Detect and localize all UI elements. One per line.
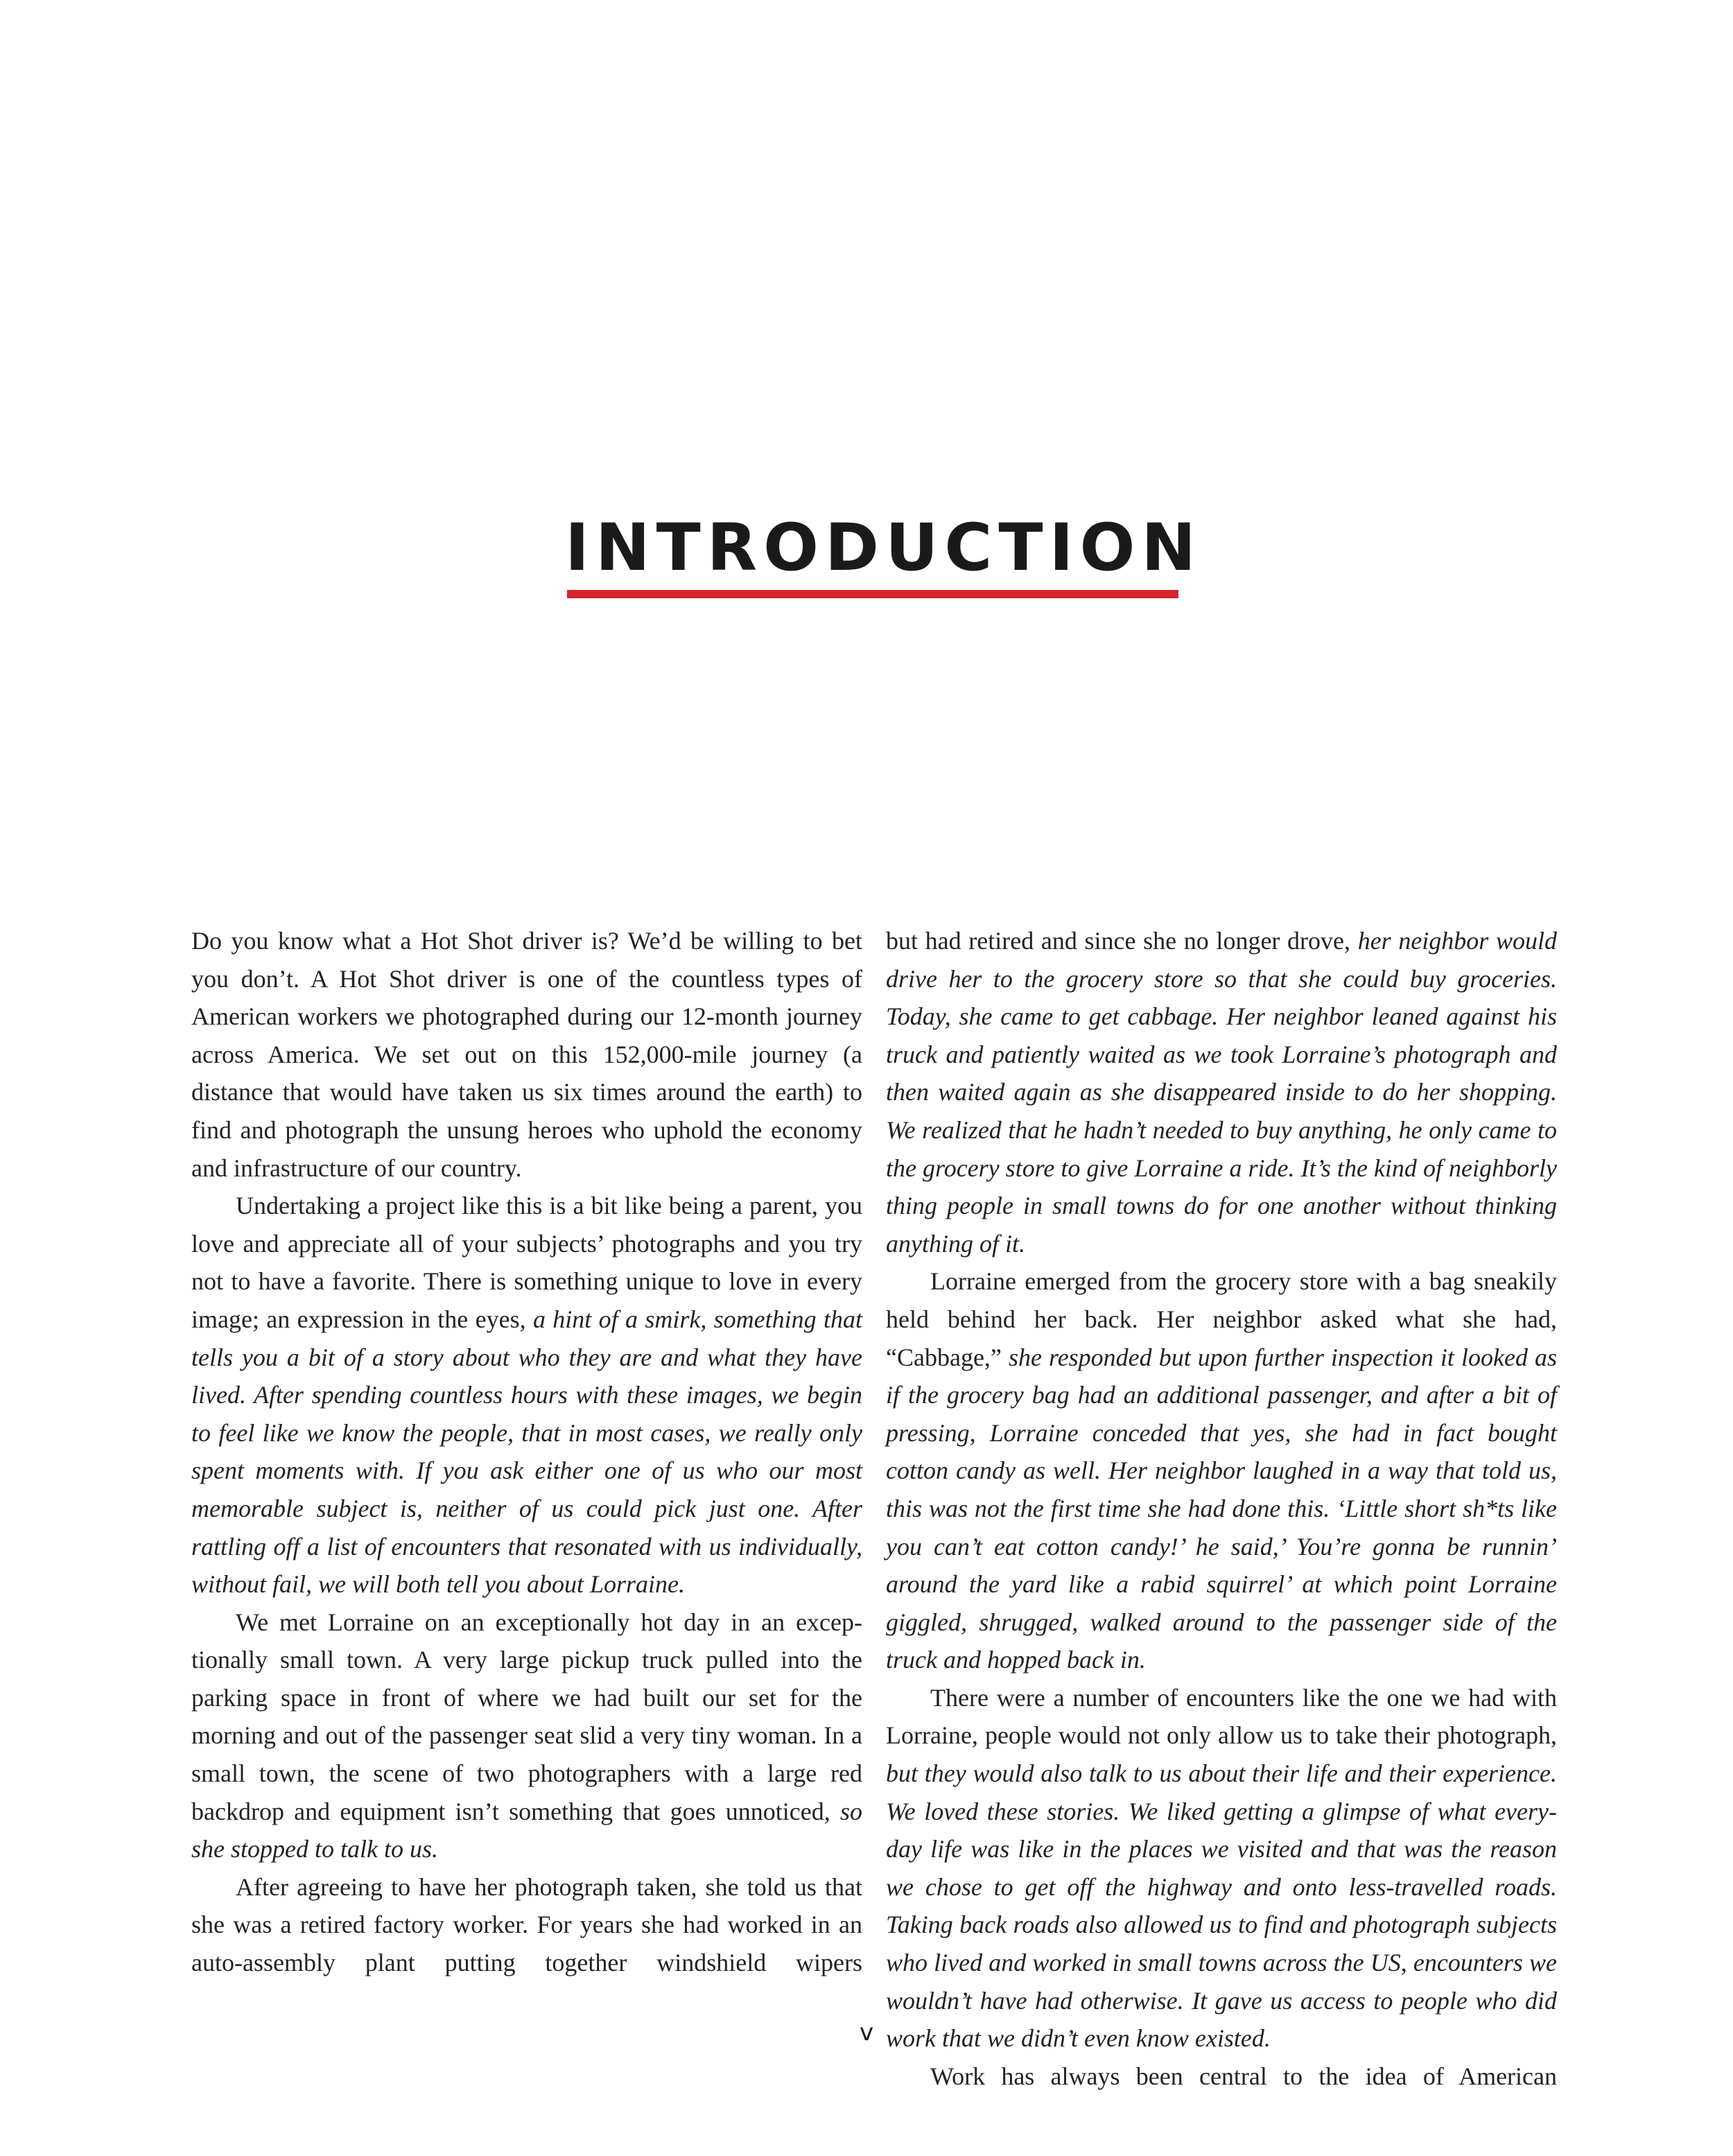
paragraph-italic-text: but they would also talk to us about their life and their experience. We loved these stories. We liked getting a glimpse of what everyday life was like in the places we visited and that was the reason we chose to get off the highway and onto less-travelled roads. Taking back roads also allowed us to find and photograph subjects who lived and worked in small towns across the US, encounters we wouldn’t have had otherwise. It gave us access to people who did work that we didn’t even know existed. — [886, 1759, 1557, 2053]
paragraph — [191, 1868, 862, 1982]
paragraph — [191, 1187, 862, 1603]
paragraph-italic-text: a hint of a smirk, something that tells you a bit of a story about who they are and what they have lived. After spending countless hours with these images, we begin to feel like we know the people, that in most cases, we really only spent moments with. If you ask either one of us who our most memorable subject is, neither of us could pick just one. After rattling off a list of encounters that resonated with us individually, without fail, we will both tell you about Lorraine. — [191, 1305, 863, 1599]
paragraph-italic-text: so she stopped to talk to us. — [191, 1797, 862, 1863]
paragraph-text: Undertaking a project like this is a bit like being a parent, you love and appreciate all of your subjects’ photographs and you try not to have a favorite. There is something unique to love in every image; an expression in the eyes, — [191, 1192, 862, 1333]
paragraph-italic-text: her neighbor would drive her to the grocery store so that she could buy groceries. Today, she came to get cabbage. Her neighbor leaned against his truck and patiently waited as we took Lorraine’s photograph and then waited again as she disappeared inside to do her shopping. We realized that he hadn’t needed to buy anything, he only came to the grocery store to give Lorraine a ride. It’s the kind of neighborly thing people in small towns do for one another without thinking anything of it. — [886, 927, 1557, 1258]
paragraph-text: but had retired and since she no longer drove, — [886, 927, 1358, 955]
paragraph — [886, 2058, 1557, 2096]
paragraph-text: Do you know what a Hot Shot driver is? We’d be willing to bet you don’t. A Hot Shot driver is one of the countless types of American workers we photographed during our 12-month journey across America. We set out on this 152,000-mile journey (a distance that would have taken us six times around the earth) to find and photograph the unsung heroes who uphold the economy and infrastructure of our country. — [191, 927, 862, 1182]
page-title: INTRODUCTION — [565, 510, 1203, 586]
paragraph — [886, 922, 1557, 1262]
paragraph — [191, 1603, 862, 1868]
left-text-column — [191, 922, 862, 1982]
paragraph-text: After agreeing to have her photograph taken, she told us that she was a retired factory worker. For years she had worked in an auto-assembly plant putting together windshield wipers — [191, 1872, 862, 1977]
paragraph-text: There were a number of encounters like the one we had with Lorraine, people would not only allow us to take their photograph, — [886, 1683, 1557, 1750]
paragraph-italic-text: she responded but upon further inspection it looked as if the grocery bag had an additional passenger, and after a bit of pressing, Lorraine conceded that yes, she had in fact bought cotton candy as well. Her neighbor laughed in a way that told us, this was not the first time she had done this. ‘Little short sh*ts like you can’t eat cotton candy!’ he said,’ You’re gonna be runnin’ around the yard like a rabid squirrel’ at which point Lorraine giggled, shrugged, walked around to the passenger side of the truck and hopped back in. — [886, 1343, 1558, 1674]
paragraph-text: Work has always been central to the idea of American — [930, 2062, 1557, 2090]
paragraph — [886, 1679, 1557, 2058]
paragraph-text: We met Lorraine on an exceptionally hot day in an exceptionally small town. A very large pickup truck pulled into the parking space in front of where we had built our set for the morning and out of the passenger seat slid a very tiny woman. In a small town, the scene of two photographers with a large red backdrop and equipment isn’t something that goes unnoticed, — [191, 1608, 862, 1825]
title-underline-rule — [567, 590, 1178, 598]
page-number: v — [859, 2019, 874, 2046]
paragraph — [886, 1262, 1557, 1679]
right-text-column — [886, 922, 1557, 2095]
paragraph — [191, 922, 862, 1187]
paragraph-text: Lorraine emerged from the grocery store with a bag sneakily held behind her back. Her neighbor asked what she had, “Cabbage,” — [886, 1267, 1557, 1371]
